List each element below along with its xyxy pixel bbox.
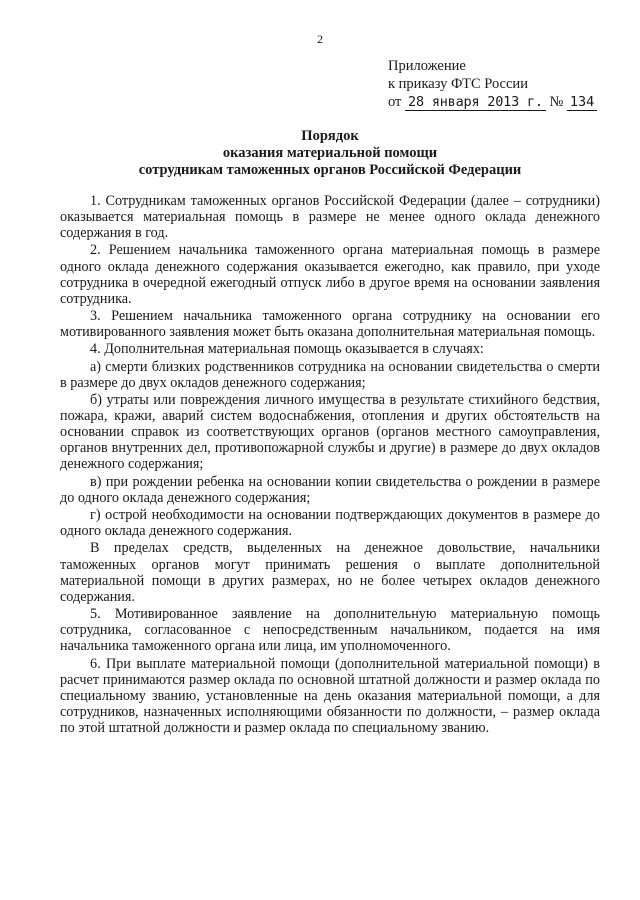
paragraph-5: 5. Мотивированное заявление на дополнительную материальную помощь сотрудника, согласованное с непосредственным начальником, подается на имя начальника таможенного органа или лица, им уполномоченного.	[60, 606, 600, 655]
paragraph-6: 6. При выплате материальной помощи (дополнительной материальной помощи) в расчет принимаются размер оклада по основной штатной должности и размер оклада по специальному званию, установленные на день оказания материальной помощи, а для сотрудников, назначенных исполняющими обязанности по должности, – размер оклада по этой штатной должности и размер оклада по специальному званию.	[60, 655, 600, 736]
paragraph-3: 3. Решением начальника таможенного органа сотруднику на основании его мотивированного заявления может быть оказана дополнительная материальная помощь.	[60, 308, 600, 341]
appendix-label: Приложение	[388, 58, 466, 74]
document-body	[60, 193, 600, 737]
title-line-3: сотрудникам таможенных органов Российской Федерации	[138, 162, 522, 178]
paragraph-2: 2. Решением начальника таможенного органа материальная помощь в размере одного оклада денежного содержания оказывается ежегодно, как правило, при уходе сотрудника в очередной ежегодный отпуск либо в другое время на основании заявления сотрудника.	[60, 242, 600, 307]
appendix-block	[388, 57, 597, 111]
title-line-1: Порядок	[301, 128, 359, 144]
order-date: 28 января 2013 г.	[405, 94, 546, 111]
date-prefix: от	[388, 94, 402, 110]
order-number: 134	[567, 94, 597, 111]
subitem-b: б) утраты или повреждения личного имущества в результате стихийного бедствия, пожара, кражи, аварий систем водоснабжения, отопления и других обстоятельств на основании справок из соответствующих органов (органов местного самоуправления, органов внутренних дел, противопожарной службы и другие) в размере до двух окладов денежного содержания;	[60, 392, 600, 473]
number-sign: №	[549, 94, 564, 110]
page-number: 2	[317, 32, 323, 46]
document-title	[60, 128, 600, 179]
appendix-date-line	[388, 93, 597, 111]
paragraph-4: 4. Дополнительная материальная помощь оказывается в случаях:	[90, 341, 484, 358]
subitem-a: а) смерти близких родственников сотрудника на основании свидетельства о смерти в размере до двух окладов денежного содержания;	[60, 358, 600, 391]
appendix-order-reference: к приказу ФТС России	[388, 76, 528, 92]
paragraph-limits: В пределах средств, выделенных на денежное довольствие, начальники таможенных органов могут принимать решения о выплате дополнительной материальной помощи в других размерах, но не более четырех окладов денежного содержания.	[60, 540, 600, 605]
subitem-g: г) острой необходимости на основании подтверждающих документов в размере до одного оклада денежного содержания.	[60, 507, 600, 540]
title-line-2: оказания материальной помощи	[222, 145, 438, 161]
paragraph-1: 1. Сотрудникам таможенных органов Российской Федерации (далее – сотрудники) оказывается материальная помощь в размере не менее одного оклада денежного содержания в год.	[60, 193, 600, 242]
subitem-v: в) при рождении ребенка на основании копии свидетельства о рождении в размере до одного оклада денежного содержания;	[60, 473, 600, 506]
